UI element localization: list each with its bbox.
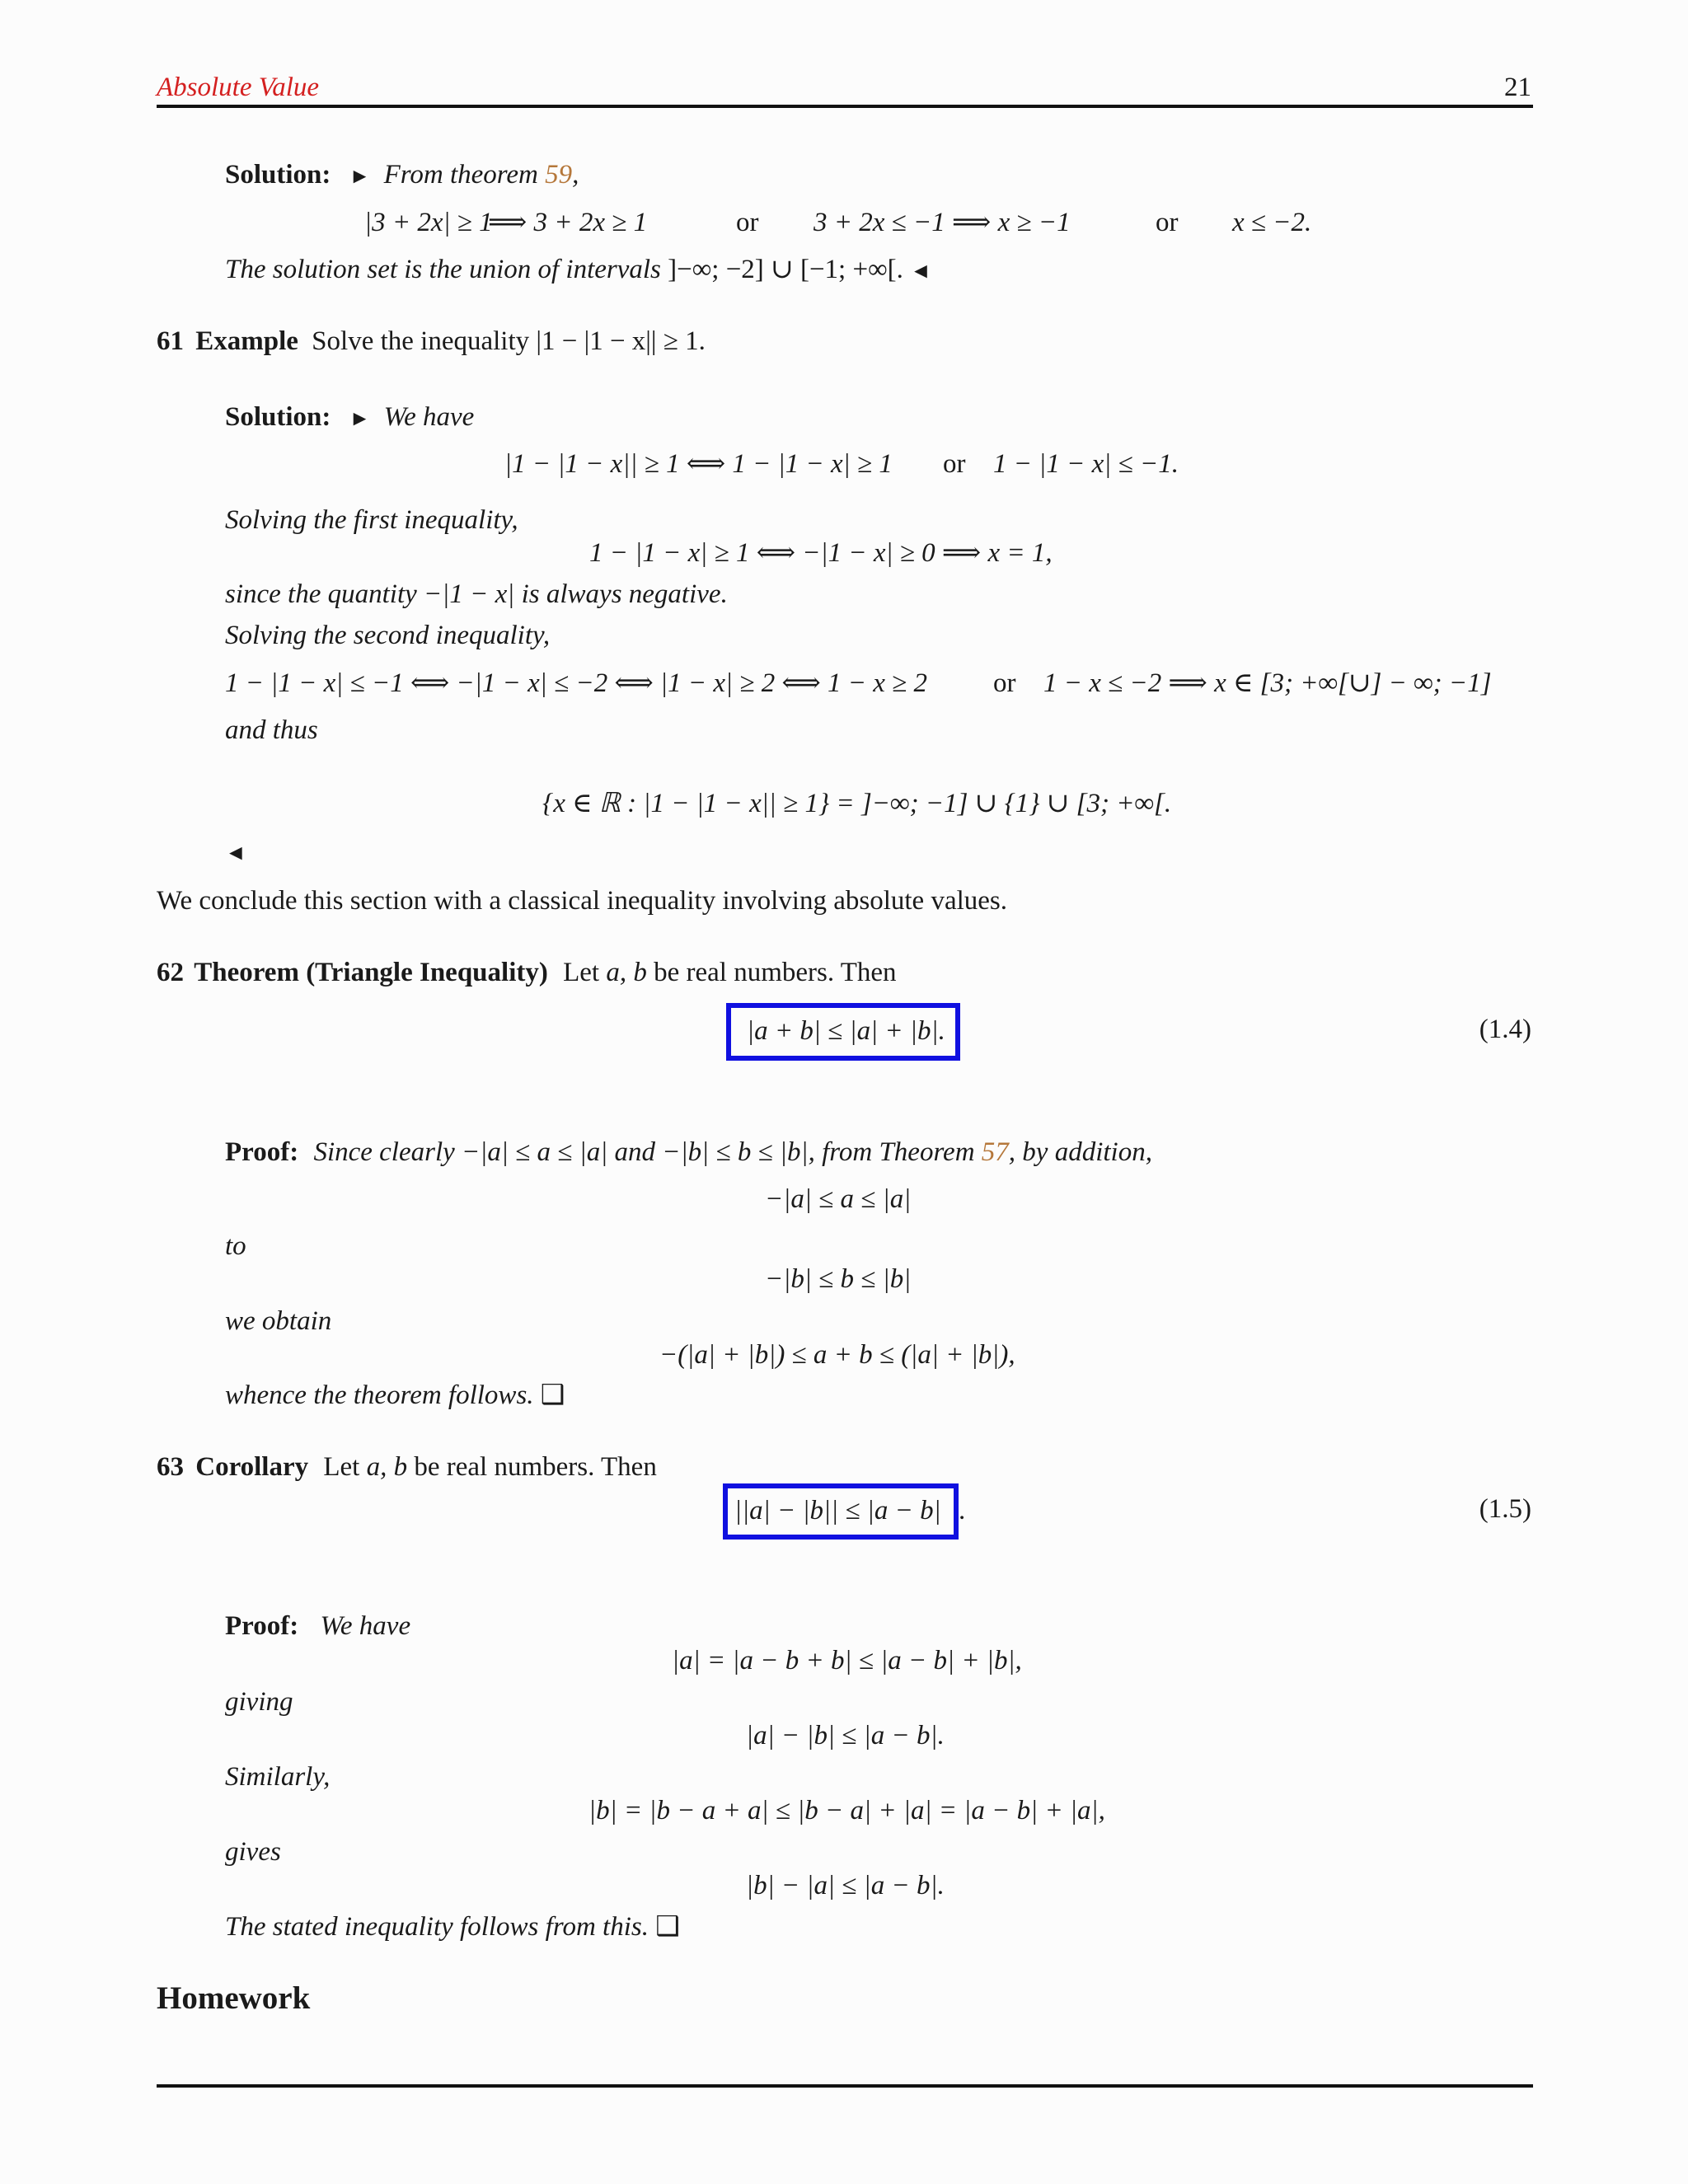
sol61-eq1: |1 − |1 − x|| ≥ 1 ⟺ 1 − |1 − x| ≥ 1	[504, 449, 893, 479]
proof62-whence	[225, 1379, 565, 1412]
solution-label: Solution:	[225, 160, 331, 190]
example-61	[157, 325, 706, 358]
sol61-and-thus: and thus	[225, 715, 318, 745]
theorem-text-pre: Let	[563, 958, 600, 987]
proof63-stated	[225, 1910, 680, 1943]
proof-label: Proof:	[225, 1137, 299, 1167]
proof62-eq1: −|a| ≤ a ≤ |a|	[765, 1184, 912, 1214]
section-closing-sentence: We conclude this section with a classical inequality involving absolute values.	[157, 886, 1008, 916]
corollary-text-post: be real numbers. Then	[414, 1452, 657, 1482]
qed-symbol: ❑	[540, 1380, 565, 1410]
sol60-or-1: or	[736, 208, 759, 237]
qed-symbol: ❑	[655, 1912, 680, 1942]
sol60-eq-c: 3 + 2x ≤ −1 ⟹ x ≥ −1	[814, 208, 1071, 237]
conclusion-text: The solution set is the union of intervals	[225, 255, 661, 284]
proof62-eq3: −(|a| + |b|) ≤ a + b ≤ (|a| + |b|),	[659, 1340, 1015, 1370]
since-text-a: since the quantity	[225, 579, 417, 609]
proof-text-a: Since clearly −|a| ≤ a ≤ |a| and −|b| ≤ b ≤ |b|, from Theorem	[313, 1137, 975, 1167]
equation-number-1-5: (1.5)	[1479, 1494, 1531, 1524]
proof63-giving: giving	[225, 1687, 293, 1717]
since-text-b: is always negative.	[521, 579, 728, 609]
corollary-number: 63	[157, 1452, 184, 1482]
theorem-math: a, b	[606, 958, 647, 987]
header-rule	[157, 105, 1533, 108]
proof63-eq3: |b| = |b − a + a| ≤ |b − a| + |a| = |a − b| + |a|,	[588, 1796, 1105, 1825]
proof62-eq2: −|b| ≤ b ≤ |b|	[765, 1264, 912, 1294]
proof62-to: to	[225, 1231, 246, 1261]
conclusion-interval: ]−∞; −2] ∪ [−1; +∞[.	[668, 255, 903, 284]
solution-end-marker: ◄	[910, 259, 931, 283]
sol61-second-label: Solving the second inequality,	[225, 621, 551, 650]
sol61-eq2: 1 − |1 − x| ≥ 1 ⟺ −|1 − x| ≥ 0 ⟹ x = 1,	[589, 538, 1053, 568]
solution-60-line	[225, 158, 579, 193]
proof-intro: We have	[320, 1611, 411, 1641]
stated-text: The stated inequality follows from this.	[225, 1912, 649, 1942]
running-title: Absolute Value	[157, 73, 320, 102]
sol61-first-label: Solving the first inequality,	[225, 505, 518, 535]
theorem-text-post: be real numbers. Then	[654, 958, 897, 987]
since-math: −|1 − x|	[424, 579, 515, 609]
corollary-label: Corollary	[195, 1452, 309, 1482]
solution-end-marker: ◄	[225, 841, 246, 865]
corollary-formula-period: .	[959, 1496, 966, 1526]
proof62-we-obtain: we obtain	[225, 1306, 332, 1336]
sol61-eq3a: 1 − |1 − x| ≤ −1 ⟺ −|1 − x| ≤ −2 ⟺ |1 − x| ≥ 2 ⟺ 1 − x ≥ 2	[225, 668, 928, 698]
sol61-eq3-or: or	[993, 668, 1016, 698]
proof-63-line	[225, 1610, 410, 1643]
theorem-number: 62	[157, 958, 184, 987]
proof-label: Proof:	[225, 1611, 299, 1641]
whence-text: whence the theorem follows.	[225, 1380, 534, 1410]
corollary-text-pre: Let	[323, 1452, 360, 1482]
page-number: 21	[1504, 73, 1531, 102]
sol61-since	[225, 578, 728, 611]
example-label: Example	[195, 326, 298, 356]
theorem-ref-59[interactable]: 59	[545, 160, 573, 190]
example-number: 61	[157, 326, 184, 356]
sol61-eq1-or: or	[943, 449, 966, 479]
sol61-eq1-tail: 1 − |1 − x| ≤ −1.	[993, 449, 1179, 479]
proof63-gives: gives	[225, 1837, 281, 1867]
sol60-eq-d: x ≤ −2.	[1232, 208, 1312, 237]
sol60-eq-a: |3 + 2x| ≥ 1	[364, 208, 493, 237]
sol61-eq4: {x ∈ ℝ : |1 − |1 − x|| ≥ 1} = ]−∞; −1] ∪ {1} ∪ [3; +∞[.	[542, 789, 1172, 818]
example-text: Solve the inequality |1 − |1 − x|| ≥ 1.	[312, 326, 706, 356]
proof63-eq1: |a| = |a − b + b| ≤ |a − b| + |b|,	[672, 1646, 1022, 1675]
sol60-conclusion	[225, 253, 931, 288]
proof63-eq4: |b| − |a| ≤ |a − b|.	[746, 1871, 945, 1900]
solution-intro: From theorem	[383, 160, 538, 190]
theorem-ref-57[interactable]: 57	[981, 1137, 1009, 1167]
footer-rule	[157, 2084, 1533, 2088]
proof-text-b: , by addition,	[1008, 1137, 1152, 1167]
proof63-eq2: |a| − |b| ≤ |a − b|.	[746, 1721, 945, 1750]
corollary-formula: ||a| − |b|| ≤ |a − b|	[734, 1496, 941, 1526]
solution-label: Solution:	[225, 402, 331, 432]
homework-heading: Homework	[157, 1980, 311, 2016]
theorem-62	[157, 956, 897, 989]
triangle-inequality-formula: |a + b| ≤ |a| + |b|.	[747, 1016, 945, 1046]
sol60-eq-b: ⟹ 3 + 2x ≥ 1	[488, 208, 648, 237]
solution-intro: We have	[383, 402, 475, 432]
proof63-similarly: Similarly,	[225, 1762, 331, 1792]
proof-62-line	[225, 1136, 1152, 1169]
corollary-math: a, b	[366, 1452, 408, 1482]
equation-number-1-4: (1.4)	[1479, 1015, 1531, 1044]
solution-start-marker: ►	[349, 164, 371, 188]
solution-61-line	[225, 401, 474, 435]
sol60-or-2: or	[1156, 208, 1179, 237]
corollary-63	[157, 1451, 657, 1483]
sol61-eq3b: 1 − x ≤ −2 ⟹ x ∈ [3; +∞[∪] − ∞; −1]	[1043, 668, 1492, 698]
solution-start-marker: ►	[349, 406, 371, 430]
theorem-label: Theorem (Triangle Inequality)	[194, 958, 548, 987]
ref-tail: ,	[572, 160, 579, 190]
